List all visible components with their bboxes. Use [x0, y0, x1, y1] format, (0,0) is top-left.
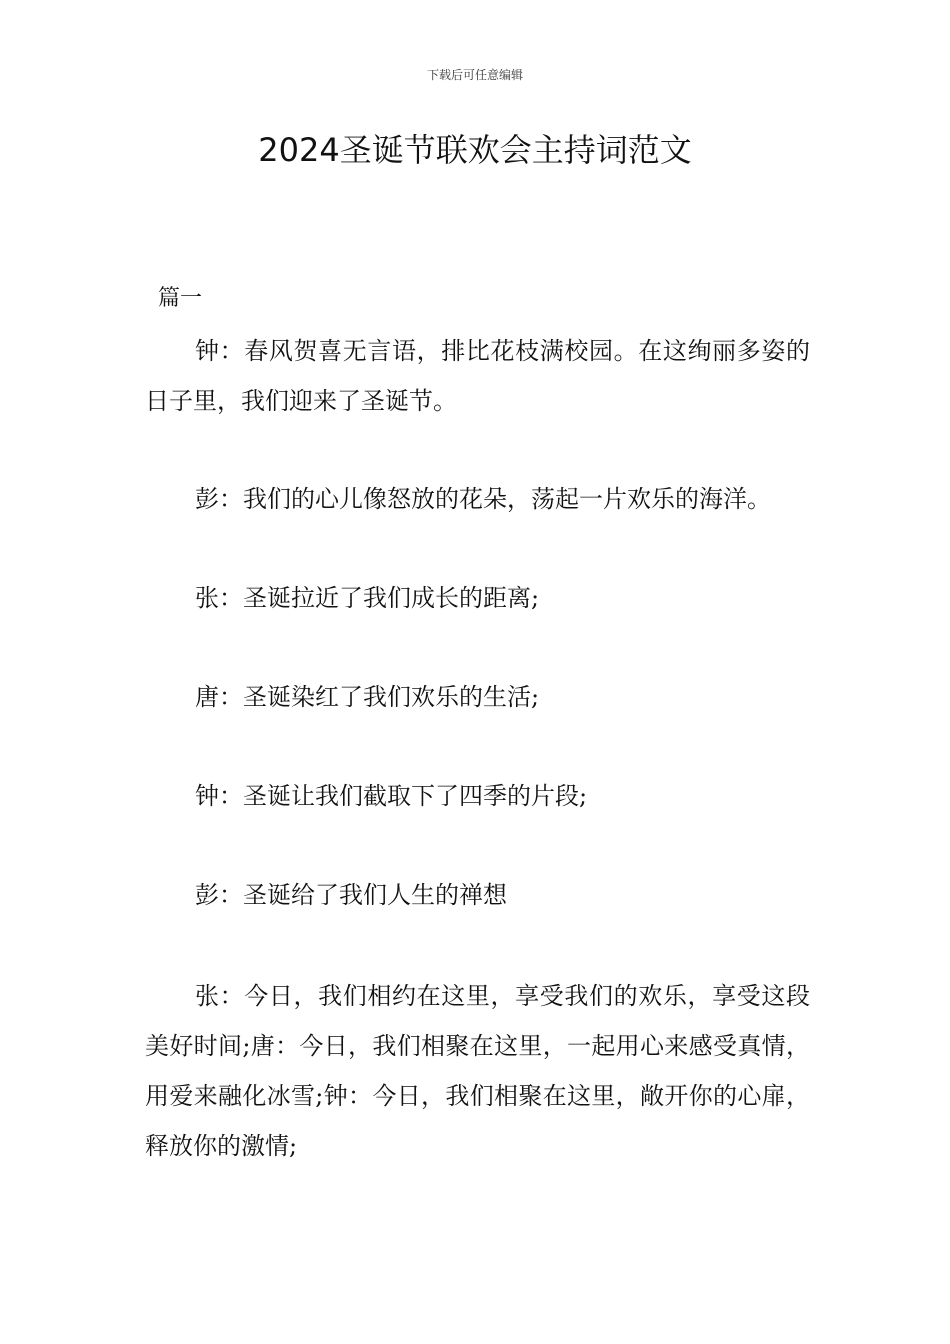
paragraph: 彭：圣诞给了我们人生的禅想 [195, 881, 507, 909]
paragraph: 彭：我们的心儿像怒放的花朵，荡起一片欢乐的海洋。 [195, 485, 771, 513]
header-note: 下载后可任意编辑 [426, 68, 523, 82]
paragraph: 张：今日，我们相约在这里，享受我们的欢乐，享受这段美好时间;唐：今日，我们相聚在这里，一起用心来感受真情，用爱来融化冰雪;钟：今日，我们相聚在这里，敞开你的心扉，释放你的激情; [145, 982, 810, 1160]
paragraph: 钟：春风贺喜无言语，排比花枝满校园。在这绚丽多姿的日子里，我们迎来了圣诞节。 [145, 337, 810, 415]
paragraph: 唐：圣诞染红了我们欢乐的生活; [195, 683, 540, 711]
paragraph: 钟：圣诞让我们截取下了四季的片段; [195, 782, 588, 810]
section-label: 篇一 [158, 286, 203, 311]
document-title: 2024圣诞节联欢会主持词范文 [258, 131, 692, 169]
paragraph: 张：圣诞拉近了我们成长的距离; [195, 584, 540, 612]
